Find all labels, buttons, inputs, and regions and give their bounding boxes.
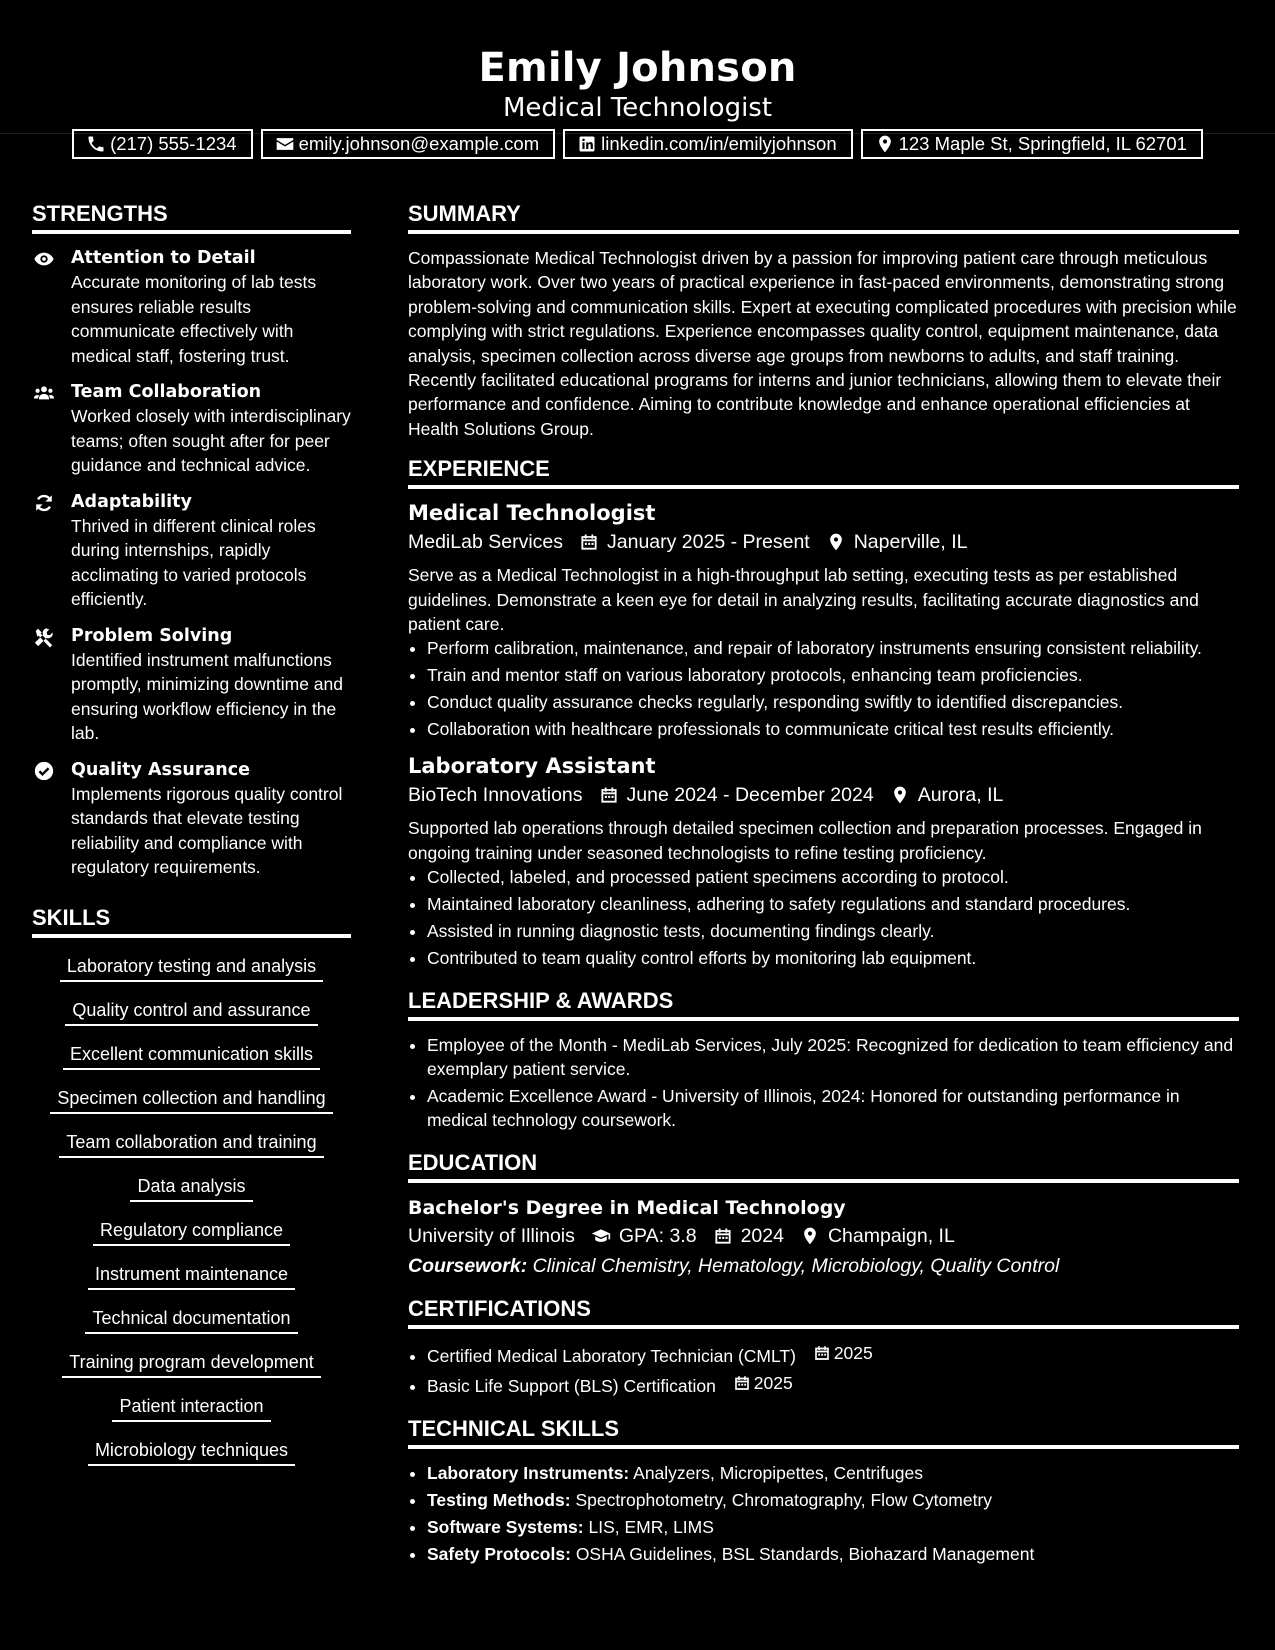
- gpa-value: GPA: 3.8: [618, 1225, 697, 1248]
- certification-item: [427, 1341, 1239, 1369]
- experience-heading: EXPERIENCE: [408, 455, 1239, 489]
- candidate-name: Emily Johnson: [478, 45, 797, 91]
- strength-desc: Thrived in different clinical roles during internships, rapidly acclimating to varied protocols efficiently.: [71, 515, 316, 609]
- calendar-icon: [733, 1374, 751, 1392]
- calendar-icon: [713, 1226, 733, 1246]
- technical-skill-item: [427, 1488, 1239, 1512]
- phone-contact[interactable]: [72, 129, 253, 159]
- awards-list: [408, 1033, 1239, 1133]
- job-location: Naperville, IL: [853, 531, 968, 554]
- job-title: Medical Technologist: [408, 501, 656, 526]
- strength-item: [32, 624, 351, 746]
- certification-name: Certified Medical Laboratory Technician (CMLT): [427, 1346, 796, 1367]
- school-location: Champaign, IL: [827, 1225, 955, 1248]
- awards-heading: LEADERSHIP & AWARDS: [408, 987, 1239, 1021]
- job-description: Supported lab operations through detailed specimen collection and preparation processes. Engaged in ongoing training under seasoned technologists to refine testing proficiency.: [408, 818, 1202, 863]
- education-meta: [408, 1221, 1239, 1251]
- strength-item: [32, 246, 351, 368]
- coursework: [408, 1251, 1239, 1281]
- strengths-heading: STRENGTHS: [32, 200, 351, 234]
- strength-desc: Identified instrument malfunctions promptly, minimizing downtime and ensuring workflow efficiency in the lab.: [71, 649, 344, 743]
- users-icon: [33, 382, 55, 404]
- calendar-icon: [579, 532, 599, 552]
- certification-item: [427, 1371, 1239, 1399]
- graduation-cap-icon: [591, 1226, 611, 1246]
- summary-heading: SUMMARY: [408, 200, 1239, 234]
- skills-heading: SKILLS: [32, 904, 351, 938]
- skill-item: Patient interaction: [112, 1394, 270, 1422]
- certification-year: 2025: [833, 1343, 873, 1364]
- job-bullet: • Contributed to team quality control efforts by monitoring lab equipment.: [427, 946, 1239, 970]
- coursework-list: Clinical Chemistry, Hematology, Microbiology, Quality Control: [532, 1255, 1060, 1278]
- right-column: [408, 200, 1239, 1569]
- technical-skills-list: [408, 1461, 1239, 1566]
- technical-skill-value: OSHA Guidelines, BSL Standards, Biohazard Management: [575, 1544, 1035, 1565]
- job-bullet: • Assisted in running diagnostic tests, documenting findings clearly.: [427, 919, 1239, 943]
- skills-list: [32, 954, 351, 1482]
- job-description: Serve as a Medical Technologist in a high-throughput lab setting, executing tests as per established guidelines. Demonstrate a keen eye for detail in analyzing results, facilitating accurate diagnostics and patient care.: [408, 565, 1199, 635]
- technical-skill-item: [427, 1515, 1239, 1539]
- strength-desc: Implements rigorous quality control standards that elevate testing reliability and compliance with regulatory requirements.: [71, 783, 343, 877]
- map-pin-icon: [800, 1226, 820, 1246]
- job-bullets: [408, 865, 1239, 970]
- job-bullet: • Train and mentor staff on various laboratory protocols, enhancing team proficiencies.: [427, 663, 1239, 687]
- left-column: [32, 200, 351, 1482]
- school-name: University of Illinois: [408, 1225, 575, 1248]
- map-pin-icon: [890, 785, 910, 805]
- technical-skill-label: Software Systems:: [427, 1517, 584, 1538]
- certification-year: 2025: [753, 1373, 793, 1394]
- envelope-icon: [275, 134, 295, 154]
- certifications-heading: CERTIFICATIONS: [408, 1295, 1239, 1329]
- phone-icon: [86, 134, 106, 154]
- technical-skill-item: [427, 1461, 1239, 1485]
- address-text: 123 Maple St, Springfield, IL 62701: [898, 133, 1187, 154]
- map-pin-icon: [826, 532, 846, 552]
- technical-skill-value: Analyzers, Micropipettes, Centrifuges: [633, 1463, 923, 1484]
- map-pin-icon: [875, 134, 895, 154]
- job-dates: June 2024 - December 2024: [626, 784, 874, 807]
- technical-skill-label: Safety Protocols:: [427, 1544, 571, 1565]
- technical-skill-item: [427, 1542, 1239, 1566]
- job-bullet: • Collaboration with healthcare professionals to communicate critical test results efficiently.: [427, 717, 1239, 741]
- job-entry: [408, 752, 1239, 970]
- skill-item: Team collaboration and training: [59, 1130, 323, 1158]
- phone-text: (217) 555-1234: [110, 133, 237, 154]
- graduation-year: 2024: [740, 1225, 784, 1248]
- job-location: Aurora, IL: [917, 784, 1004, 807]
- skill-item: Specimen collection and handling: [50, 1086, 332, 1114]
- calendar-icon: [813, 1344, 831, 1362]
- skill-item: Quality control and assurance: [65, 998, 317, 1026]
- job-dates: January 2025 - Present: [607, 531, 810, 554]
- technical-skill-label: Testing Methods:: [427, 1490, 571, 1511]
- skill-item: Data analysis: [130, 1174, 252, 1202]
- job-meta: [408, 527, 1239, 557]
- resume-header: [0, 0, 1275, 154]
- technical-skill-value: LIS, EMR, LIMS: [588, 1517, 714, 1538]
- contact-bar: [0, 129, 1275, 159]
- job-company: MediLab Services: [408, 531, 563, 554]
- strength-title: Team Collaboration: [71, 382, 262, 402]
- strength-desc: Accurate monitoring of lab tests ensures reliable results communicate effectively with medical staff, fostering trust.: [71, 272, 317, 366]
- email-contact[interactable]: [261, 129, 556, 159]
- job-bullets: [408, 636, 1239, 741]
- award-item: • Employee of the Month - MediLab Services, July 2025: Recognized for dedication to team efficiency and exemplary patient service.: [427, 1033, 1239, 1082]
- skill-item: Excellent communication skills: [63, 1042, 320, 1070]
- address-contact[interactable]: [861, 129, 1203, 159]
- technical-skill-value: Spectrophotometry, Chromatography, Flow Cytometry: [575, 1490, 993, 1511]
- technical-skills-heading: TECHNICAL SKILLS: [408, 1415, 1239, 1449]
- strength-title: Quality Assurance: [71, 759, 250, 780]
- strength-title: Adaptability: [71, 491, 192, 512]
- sync-icon: [33, 492, 55, 514]
- email-text: emily.johnson@example.com: [298, 133, 540, 154]
- education-heading: EDUCATION: [408, 1149, 1239, 1183]
- strength-desc: Worked closely with interdisciplinary teams; often sought after for peer guidance and technical advice.: [71, 406, 351, 475]
- skill-item: Microbiology techniques: [88, 1438, 295, 1466]
- job-title: Laboratory Assistant: [408, 754, 656, 779]
- job-meta: [408, 780, 1239, 810]
- coursework-label: Coursework:: [408, 1255, 528, 1278]
- skill-item: Technical documentation: [85, 1306, 297, 1334]
- degree-title: Bachelor's Degree in Medical Technology: [408, 1197, 846, 1220]
- skill-item: Regulatory compliance: [93, 1218, 290, 1246]
- linkedin-contact[interactable]: [563, 129, 852, 159]
- skill-item: Training program development: [62, 1350, 320, 1378]
- calendar-icon: [599, 785, 619, 805]
- certification-name: Basic Life Support (BLS) Certification: [427, 1376, 716, 1397]
- candidate-title: Medical Technologist: [502, 93, 773, 123]
- strength-item: [32, 758, 351, 880]
- job-bullet: • Collected, labeled, and processed patient specimens according to protocol.: [427, 865, 1239, 889]
- job-entry: [408, 499, 1239, 741]
- skill-item: Laboratory testing and analysis: [60, 954, 323, 982]
- technical-skill-label: Laboratory Instruments:: [427, 1463, 630, 1484]
- strength-item: [32, 490, 351, 612]
- job-bullet: • Maintained laboratory cleanliness, adhering to safety regulations and standard procedures.: [427, 892, 1239, 916]
- skill-item: Instrument maintenance: [88, 1262, 295, 1290]
- summary-text: Compassionate Medical Technologist driven by a passion for improving patient care through meticulous laboratory work. Over two years of practical experience in fast-paced environments, demonstrating strong problem-solving and communication skills. Expert at executing complicated procedures with precision while complying with strict regulations. Experience encompasses quality control, equipment maintenance, data analysis, specimen collection across diverse age groups from newborns to adults, and staff training. Recently facilitated educational programs for interns and junior technicians, allowing them to elevate their performance and confidence. Aiming to contribute knowledge and enhance operational efficiencies at Health Solutions Group.: [408, 248, 1237, 439]
- tools-icon: [33, 626, 55, 648]
- job-company: BioTech Innovations: [408, 784, 583, 807]
- job-bullet: • Conduct quality assurance checks regularly, responding swiftly to identified discrepancies.: [427, 690, 1239, 714]
- linkedin-icon: [577, 134, 597, 154]
- award-item: • Academic Excellence Award - University of Illinois, 2024: Honored for outstanding performance in medical technology coursework.: [427, 1084, 1239, 1133]
- linkedin-text: linkedin.com/in/emilyjohnson: [601, 133, 837, 154]
- strength-title: Problem Solving: [71, 625, 233, 646]
- strength-item: [32, 380, 351, 478]
- job-bullet: • Perform calibration, maintenance, and repair of laboratory instruments ensuring consistent reliability.: [427, 636, 1239, 660]
- check-circle-icon: [33, 760, 55, 782]
- certifications-list: [408, 1341, 1239, 1399]
- eye-icon: [33, 248, 55, 270]
- strength-title: Attention to Detail: [71, 248, 256, 268]
